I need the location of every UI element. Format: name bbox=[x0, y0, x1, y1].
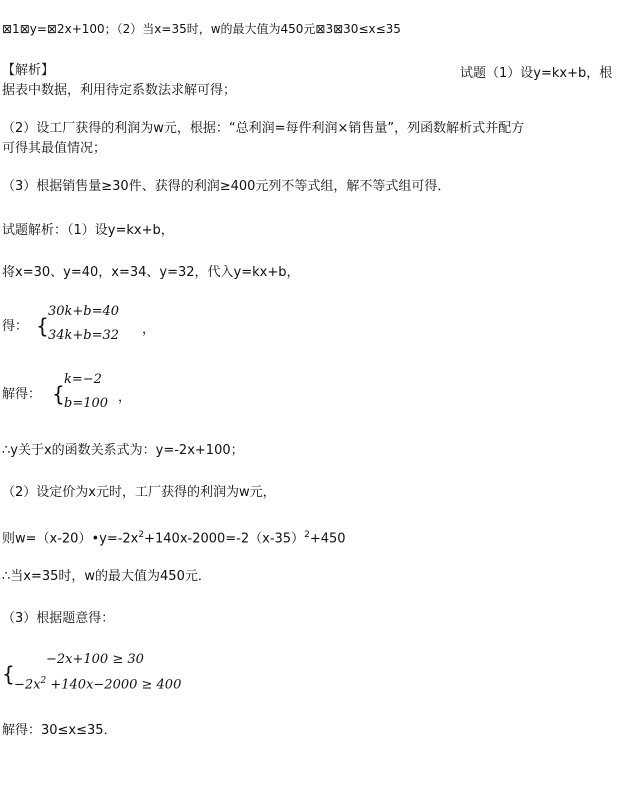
brace: { bbox=[52, 382, 65, 406]
analysis-right-text: 试题（1）设y=kx+b，根 bbox=[460, 66, 613, 81]
ineq-part: −2x bbox=[14, 677, 41, 693]
equation: 34k+b=32 bbox=[48, 328, 120, 343]
ineq-part: +140x−2000 ≥ 400 bbox=[46, 677, 182, 693]
exponent: 2 bbox=[138, 530, 145, 540]
inequality bbox=[14, 676, 181, 692]
analysis-part2-line2: 可得其最值情况； bbox=[2, 141, 107, 156]
solution-title: 试题解析：（1）设y=kx+b， bbox=[2, 223, 174, 238]
top-answer: ⊠1⊠y=⊠2x+100；（2）当x=35时，w的最大值为450元⊠3⊠30≤x≤35 bbox=[2, 22, 401, 36]
solve-label: 解得： bbox=[2, 387, 42, 402]
part2-intro: （2）设定价为x元时，工厂获得的利润为w元， bbox=[2, 485, 276, 500]
w-expr-part: 则w=（x-20）•y=-2x bbox=[2, 531, 139, 547]
brace: { bbox=[36, 314, 49, 338]
get-label: 得： bbox=[2, 319, 29, 334]
inequality: −2x+100 ≥ 30 bbox=[46, 652, 144, 667]
comma: ， bbox=[142, 322, 156, 337]
final-line: 解得：30≤x≤35． bbox=[2, 723, 117, 738]
equation: 30k+b=40 bbox=[48, 304, 120, 319]
equation: k=−2 bbox=[64, 372, 102, 387]
max-line: ∴当x=35时，w的最大值为450元． bbox=[2, 569, 211, 584]
comma: ， bbox=[118, 390, 132, 405]
exponent: 2 bbox=[304, 530, 310, 540]
analysis-tag: 【解析】 bbox=[2, 63, 55, 78]
equation: b=100 bbox=[64, 396, 109, 411]
exponent: 2 bbox=[40, 676, 47, 686]
brace: { bbox=[2, 662, 15, 686]
relation-line: ∴y关于x的函数关系式为：y=-2x+100； bbox=[2, 443, 244, 458]
part3-intro: （3）根据题意得： bbox=[2, 611, 115, 626]
analysis-part2-line1: （2）设工厂获得的利润为w元，根据：“总利润=每件利润×销售量”，列函数解析式并配方 bbox=[2, 121, 525, 136]
analysis-part3: （3）根据销售量≥30件、获得的利润≥400元列不等式组，解不等式组可得． bbox=[2, 179, 451, 194]
w-expr-part: +450 bbox=[309, 531, 346, 547]
substitute-line: 将x=30、y=40，x=34、y=32，代入y=kx+b， bbox=[2, 265, 300, 280]
analysis-line2: 据表中数据，利用待定系数法求解可得； bbox=[2, 83, 237, 98]
w-expr-part: +140x-2000=-2（x-35） bbox=[144, 531, 305, 547]
w-expression bbox=[2, 526, 346, 548]
